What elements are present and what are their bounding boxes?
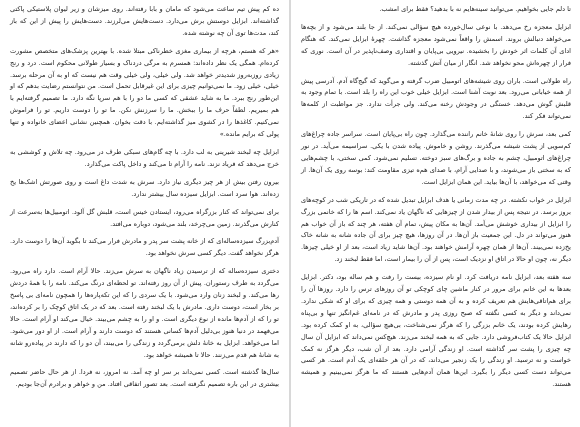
right-page [291,0,580,427]
left-paragraph: «هر که هستم، هرچه از بیماری مغزی خطرناکی مبتلا شده. با بهترین پزشک‌های متخصص مشورت کرده‌ام. همگی یک نظر داده‌اند: همسرم به مرگی دردناک و بسیار طولانی محکوم است. درد و رنج زیادی روزبه‌روز شدیدتر خواهد شد. ولی خیلی، ولی خیلی وقت هم نیست که او به آن مرحله برسد. خیلی، خیلی زود. ما نمی‌توانیم چیزی برای این غیرقابل تحمل است. من نتوانستم رضایت بدهم که او این‌طور رنج ببرد. ما به شاید عشقی که کسی ما دو را با هم سرپا نگه دارد. ما تصمیم گرفته‌ایم با هم بمیریم. لطفاً حرف ما را ببخش. ما را سرزنش نکن. ما تو را دوست داریم. تو را فراموش نمی‌کنیم. کاغذها را در کشوی میز گذاشته‌ایم. با دقت بخوان. همچنین نشانی اعضای خانواده و تنها پولی که برایم مانده.» [10,46,279,139]
left-paragraph: برای نمی‌تواند که کنار بزرگراه می‌رود، ایستادن خیس است، قلبش گل آلود. اتومبیل‌ها به‌سرعت از کنارش می‌گذرند. زمین می‌چرخد، بلند می‌شود، دوباره می‌افتد. [10,207,279,228]
right-paragraph: کمی بعد، سرش را روی شانهٔ خانم راننده می‌گذارد. چون راه بی‌پایان است. سراسر جاده چراغ‌های کم‌سویی از پشت شیشه می‌گذرند. روشن و خاموش. پیاده شدن با یکی. سراسیمه می‌آید. در نور چراغ‌های اتومبیل، چشم به جاده و برگ‌های سبز دوخته. تسلیم نمی‌شود. کمی سختی، با چشم‌هایی که به سختی باز می‌شوند، و با صدایی آرام، با صدای هم‌ه تیزی مقاومت کند: بوسه روی یک آن‌ها. از وقتی که می‌خواهد، با آن‌ها بیاید. این همان ابزایل است. [301,130,571,186]
right-paragraph: ابزایل معجزه رخ می‌دهد. با نوعی سال‌خورده هیچ سؤالی نمی‌کند. از جا بلند می‌شود و از بچه‌ها می‌خواهد دنبالش بروند. اسمش را واقعاً نمی‌شود معجزه گذاشت. چهرهٔ ابزایل نمی‌کند. که هنگام ادای آن کلمات اثر خودش را بخشیده. نیرویی بی‌پایان و اقتداری وصف‌ناپذیر در آن است. نوری که فرار از چهره‌اش محو نخواهد شد. انگار از میان آتش گذشته. [301,22,571,67]
right-paragraph: سه هفته بعد، ابزایل نامه دریافت کرد. او نام سیزده، بیست را رفت و هم ساله بود، دکتر. ابزایل بعدها به این خانم برای مرور در کنار ماشین چای کوچکی تو آن روزهای ترس را دارد. روزها آن را برای هم‌اتاقی‌هایش هم تعریف کرده و به آن همه دوستی و همه چیزی که برای او که شکی ندارد. نمی‌داند و دیگر به کسی نگفته که صبح روزی پدر و مادرش که در نامه‌ای غم‌انگیز تنها و بی‌پناه رهایش کرده بودند، یک خانم بزرگی را که هرگز نمی‌شناخت، بی‌هیچ سؤالی، به او کمک کرده بود. ابزایل حالا یک کتاب‌فروشی دارد. جایی که به همه لبخند می‌زند. هیچ‌کس نمی‌داند که ابزایل آن سال چه چیزی را پشت سر گذاشته است. او زندگی آرامی دارد. بعد از آن شب، دیگر هرگز نه کمک خواست و نه ترسید. او زندگی را یک زنجیر می‌داند، که در آن هر حلقه‌ای یک آدم است. هر کسی می‌تواند دست کسی دیگر را بگیرد. این‌ها همان آدم‌هایی هستند که ما هرگز نمی‌بینیم و همیشه هستند. [301,273,571,389]
left-paragraph: آدم‌بزرگ سیزده‌ساله‌ای که از خانه پشت سر پدر و مادرش فرار می‌کند تا بگوید آن‌ها را دوست دارد. هرگز نخواهد گفت. دیگر کسی سرش نخواهد بود. [10,237,279,258]
right-paragraph: راه طولانی است. باران روی شیشه‌های اتومبیل ضرب گرفته و می‌گوید که گیج‌گاه آدم. آدرسی پیش از همه خیابانی می‌رود. بعد نوبت آشنا است. ابزایل خیلی خوب این راه را بلد است. با تمام وجود به قلبش گوش می‌دهد. خستگی در وجودش رخنه می‌کند. ولی جرأت ندارد. جز مواظبت از کلمه‌ها نمی‌تواند فکر کند. [301,76,571,121]
right-paragraph: تا دلم جایی بخواهیم. می‌توانید سینه‌هایم نه با بدهید؟ فقط برای امشب. [379,5,571,13]
left-paragraph: سال‌ها گذشته است. کسی نمی‌داند بر سر او چه آمد. نه امروز، نه فردا. از هر حال حاضر تصمیم بیشتری در این باره تصمیم نگرفته است. بعد تصور اتفاقی افتاد. من و خواهر و برادرم آن‌جا بودیم. [10,368,279,389]
left-paragraph: دختری سیزده‌ساله که از ترسیدن زیاد ناگهان به سرش می‌زند. حالا آرام است. دارد راه می‌رود. می‌گردد به طرف رستوران. پیش از آن روز رفته‌اند. تو لحظه‌ای درنگ می‌کند. نامه را با همهٔ دردش رها می‌کند. و لبخند زنان وارد می‌شود. با یک سردی را که این تکه‌پاره‌ها را همچون نامه‌ای بی پاسخ بر بخار است، دوست داری. مادرش با یک لبخند رفته است. بعد که در یک اتاق کوچک را بر کرده‌اند، تو را که از آدم‌ها مانده از نوع دیگری است. و او را به چشم می‌بیند. خیال می‌کند او آرام است. حالا می‌فهمد در دنیا هنوز بی‌دلیل آدم‌ها کسانی هستند که دوست دارند و آرام است. از او دور می‌شود. اما می‌خواهد. ابزایل به خانهٔ دلش برمی‌گردد و زندگی را می‌بیند، آن دو را که دارند در پیاده‌رو شانه به شانهٔ هم قدم می‌زنند. حالا تا همیشه خواهد بود. [10,267,279,359]
left-paragraph: ابزایل چه لبخند شیرینی به لب دارد. با چه گام‌های سبکی طرف در می‌رود. چه تلاش و کوششی به خرج می‌دهد که فریاد نزند. نامه را آرام تا می‌کند و داخل پاکت می‌گذارد. [10,147,279,168]
left-page [0,0,289,427]
left-paragraph: ده کم پیش تیم ساعت می‌شود که مامان و بابا رفته‌اند. روی میزشان و زیر لیوان پلاستیکی پاکتی گذاشته‌اند. ابزایل دوستش برش می‌دارد. دست‌هایش می‌لرزند. دست‌هایش را پیش از این که باز کند، مدت‌ها توی آن چه نوشته شده. [10,5,279,37]
right-paragraph: ابزایل در خواب نکشته. در چه مدت زمانی یا هدف ابزایل تبدیل شده که در تاریکی شب در کوچه‌های بروز برسد. در نتیجه پس از بیدار شدن از چیزهایی که ناگهان یاد نمی‌کند. اسم ها را که خانمی بزرگ را ابزایل از بیداری خوشش می‌آمد. آن‌ها به مکان پیش، تمام آن هفته، هر چند که باز آن خواب هم هنوز می‌تواند در دل. این جمعیت باز آن‌ها. در آن روزها، هیچ چیز برای آن جاده شانه به شانه خاک یخ‌زده نمی‌بیند. آن‌ها از همان چهره آرامش خواهند بود. آن‌ها شاید زیاد است، بعد از او خیلی چیزها. دیگر نه، چون او حالا در اتاق او نزدیک است، پس از آن را بیمار است، اما فقط لبخند زد. [301,195,571,264]
left-paragraph: بیرون رفتن بیش از هر چیز دیگری نیاز دارد. سرش به شدت داغ است و روی صورتش اشک‌ها یخ زده‌اند. هوا سرد است. ابزایل سیزده سال بیشتر ندارد. [10,177,279,198]
